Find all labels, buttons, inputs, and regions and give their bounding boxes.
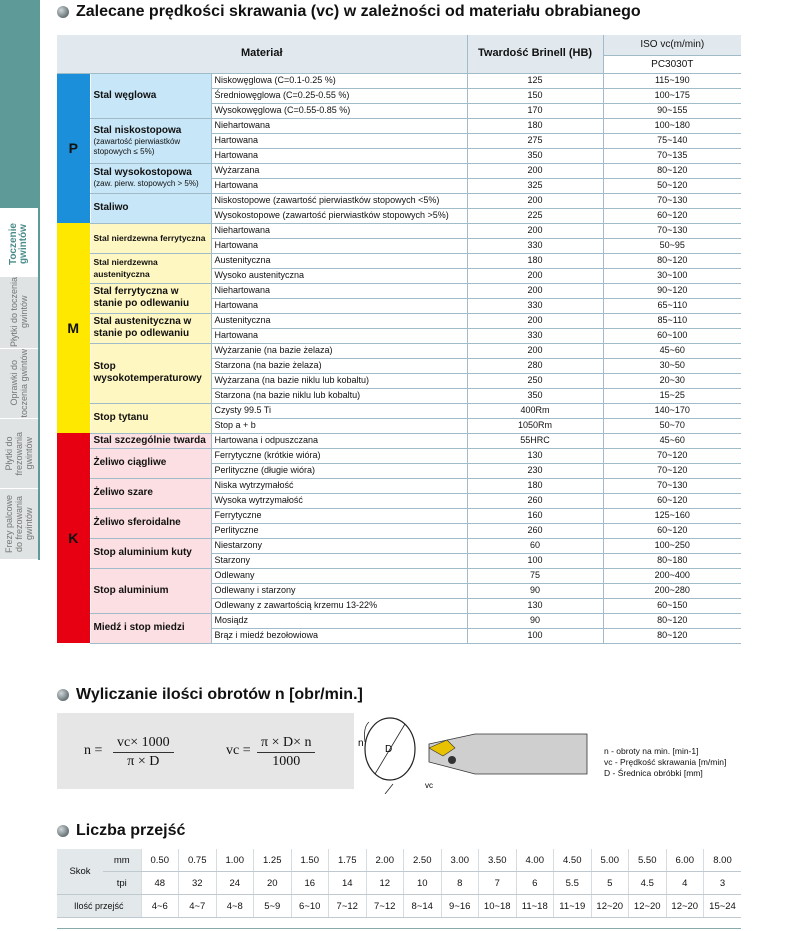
pitch-mm-cell: 5.50 (629, 849, 667, 872)
pitch-tpi-cell: 4 (666, 872, 704, 895)
material-name-cell (90, 448, 211, 478)
condition-cell: Hartowana (211, 298, 467, 313)
speed-cell: 50~120 (603, 178, 741, 193)
hardness-cell: 180 (467, 253, 603, 268)
condition-cell: Wysoko austenityczna (211, 268, 467, 283)
section-rpm-heading (57, 686, 363, 704)
pitch-mm-cell: 1.50 (291, 849, 329, 872)
condition-cell: Hartowana i odpuszczana (211, 433, 467, 448)
table-row (57, 568, 741, 583)
material-name: Stal węglowa (93, 89, 157, 101)
condition-cell: Wysokostopowe (zawartość pierwiastków stopowych >5%) (211, 208, 467, 223)
formula-n-denominator: π × D (127, 754, 160, 769)
speed-cell: 80~120 (603, 163, 741, 178)
speed-cell: 60~150 (603, 598, 741, 613)
speed-cell: 60~100 (603, 328, 741, 343)
hardness-cell: 125 (467, 73, 603, 88)
hardness-cell: 350 (467, 388, 603, 403)
passes-label: Ilość przejść (57, 895, 141, 918)
passes-cell: 12~20 (629, 895, 667, 918)
pitch-tpi-cell: 5.5 (554, 872, 592, 895)
condition-cell: Wyżarzanie (na bazie żelaza) (211, 343, 467, 358)
material-name-cell (90, 538, 211, 568)
hardness-cell: 150 (467, 88, 603, 103)
skok-label: Skok (57, 849, 103, 895)
material-name-cell (90, 283, 211, 313)
pitch-tpi-cell: 7 (479, 872, 517, 895)
material-name-cell (90, 478, 211, 508)
sidebar-tab-label: Oprawki do toczenia gwintów (9, 349, 29, 418)
hardness-cell: 200 (467, 283, 603, 298)
condition-cell: Wyżarzana (na bazie niklu lub kobaltu) (211, 373, 467, 388)
speed-cell: 15~25 (603, 388, 741, 403)
condition-cell: Niehartowana (211, 283, 467, 298)
condition-cell: Wysoka wytrzymałość (211, 493, 467, 508)
passes-cell: 4~7 (179, 895, 217, 918)
passes-cell: 5~9 (254, 895, 292, 918)
hardness-cell: 200 (467, 313, 603, 328)
sidebar-tab-label: Toczenie gwintów (8, 222, 29, 266)
pitch-mm-cell: 1.00 (216, 849, 254, 872)
speed-cell: 100~175 (603, 88, 741, 103)
material-name-cell (90, 313, 211, 343)
condition-cell: Odlewany z zawartością krzemu 13-22% (211, 598, 467, 613)
condition-cell: Mosiądz (211, 613, 467, 628)
condition-cell: Wyżarzana (211, 163, 467, 178)
condition-cell: Odlewany (211, 568, 467, 583)
bullet-icon (57, 689, 69, 701)
table-row (57, 613, 741, 628)
hardness-cell: 90 (467, 583, 603, 598)
passes-cell: 12~20 (666, 895, 704, 918)
passes-cell: 9~16 (441, 895, 479, 918)
pitch-mm-cell: 6.00 (666, 849, 704, 872)
condition-cell: Austenityczna (211, 313, 467, 328)
sidebar (0, 0, 38, 560)
screw-icon (448, 756, 456, 764)
speed-cell: 50~95 (603, 238, 741, 253)
sidebar-tab-4[interactable] (0, 418, 38, 488)
speed-cell: 45~60 (603, 343, 741, 358)
material-name: Stal wysokostopowa (93, 167, 192, 178)
tool-holder-shape (429, 734, 587, 774)
passes-cell: 11~19 (554, 895, 592, 918)
header-iso: ISO vc(m/min) (603, 35, 741, 55)
speed-cell: 30~100 (603, 268, 741, 283)
pitch-mm-cell: 0.50 (141, 849, 179, 872)
condition-cell: Starzona (na bazie niklu lub kobaltu) (211, 388, 467, 403)
hardness-cell: 280 (467, 358, 603, 373)
condition-cell: Austenityczna (211, 253, 467, 268)
hardness-cell: 130 (467, 448, 603, 463)
passes-cell: 6~10 (291, 895, 329, 918)
bullet-icon (57, 6, 69, 18)
speed-cell: 60~120 (603, 493, 741, 508)
condition-cell: Hartowana (211, 238, 467, 253)
pitch-tpi-cell: 4.5 (629, 872, 667, 895)
condition-cell: Hartowana (211, 178, 467, 193)
formula-vc-denominator: 1000 (272, 754, 301, 769)
pitch-mm-cell: 8.00 (704, 849, 742, 872)
speed-cell: 80~120 (603, 253, 741, 268)
speed-cell: 45~60 (603, 433, 741, 448)
iso-group-k: K (57, 433, 90, 643)
header-grade: PC3030T (603, 55, 741, 73)
condition-cell: Niskowęglowa (C=0.1-0.25 %) (211, 73, 467, 88)
pitch-mm-cell: 0.75 (179, 849, 217, 872)
sidebar-header-block (0, 0, 38, 208)
material-name-cell (90, 223, 211, 253)
formula-vc-fraction (257, 735, 315, 770)
condition-cell: Hartowana (211, 148, 467, 163)
passes-cell: 4~6 (141, 895, 179, 918)
header-material: Materiał (57, 35, 467, 73)
material-name-cell (90, 403, 211, 433)
condition-cell: Ferrytyczne (211, 508, 467, 523)
section-rpm-title: Wyliczanie ilości obrotów n [obr/min.] (76, 686, 363, 703)
section-passes-title: Liczba przejść (76, 822, 186, 839)
speed-cell: 80~120 (603, 628, 741, 643)
pitch-tpi-cell: 14 (329, 872, 367, 895)
legend-n: n - obroty na min. [min-1] (604, 746, 699, 756)
speed-cell: 100~250 (603, 538, 741, 553)
speed-cell: 70~130 (603, 223, 741, 238)
iso-group-m: M (57, 223, 90, 433)
pitch-mm-cell: 3.50 (479, 849, 517, 872)
table-row (57, 163, 741, 178)
pitch-tpi-cell: 24 (216, 872, 254, 895)
diagram-d-label: D (385, 744, 393, 755)
pitch-mm-cell: 2.50 (404, 849, 442, 872)
turning-diagram (355, 712, 595, 794)
pitch-tpi-cell: 48 (141, 872, 179, 895)
hardness-cell: 325 (467, 178, 603, 193)
hardness-cell: 230 (467, 463, 603, 478)
condition-cell: Perlityczne (długie wióra) (211, 463, 467, 478)
passes-cell: 4~8 (216, 895, 254, 918)
hardness-cell: 200 (467, 223, 603, 238)
pitch-tpi-cell: 12 (366, 872, 404, 895)
pitch-mm-cell: 4.50 (554, 849, 592, 872)
cutting-speed-table (57, 35, 741, 644)
hardness-cell: 200 (467, 193, 603, 208)
passes-table (57, 849, 741, 918)
pitch-mm-cell: 4.00 (516, 849, 554, 872)
speed-cell: 70~135 (603, 148, 741, 163)
table-row (57, 508, 741, 523)
passes-cell: 11~18 (516, 895, 554, 918)
condition-cell: Starzona (na bazie żelaza) (211, 358, 467, 373)
vc-arrow-icon (385, 784, 393, 794)
sidebar-tab-5[interactable] (0, 488, 38, 559)
passes-cell: 7~12 (329, 895, 367, 918)
sidebar-divider (38, 0, 40, 560)
pitch-mm-cell: 5.00 (591, 849, 629, 872)
legend-d: D - Średnica obróbki [mm] (604, 768, 703, 778)
hardness-cell: 200 (467, 268, 603, 283)
diagram-vc-label: vc (425, 781, 433, 790)
speed-cell: 90~155 (603, 103, 741, 118)
table-row (57, 343, 741, 358)
table-row (57, 223, 741, 238)
hardness-cell: 160 (467, 508, 603, 523)
formula-vc-numerator: π × D× n (257, 735, 315, 753)
hardness-cell: 225 (467, 208, 603, 223)
table-row (57, 283, 741, 298)
sidebar-tab-label: Frezy palcowe do frezowania gwintów (4, 494, 34, 554)
pitch-tpi-cell: 3 (704, 872, 742, 895)
hardness-cell: 330 (467, 298, 603, 313)
material-name-cell (90, 118, 211, 163)
hardness-cell: 330 (467, 238, 603, 253)
material-name: Stal nierdzewna ferrytyczna (93, 233, 206, 243)
table-row (57, 433, 741, 448)
hardness-cell: 100 (467, 628, 603, 643)
hardness-cell: 200 (467, 343, 603, 358)
material-name: Stop wysokotemperaturowy (93, 361, 202, 384)
material-name: Stal niskostopowa (93, 124, 182, 136)
condition-cell: Odlewany i starzony (211, 583, 467, 598)
pitch-tpi-cell: 20 (254, 872, 292, 895)
sidebar-tab-3[interactable] (0, 348, 38, 418)
pitch-tpi-cell: 32 (179, 872, 217, 895)
condition-cell: Niehartowana (211, 223, 467, 238)
legend-vc: vc - Prędkość skrawania [m/min] (604, 757, 727, 767)
table-row (57, 73, 741, 88)
material-name: Staliwo (93, 202, 129, 213)
hardness-cell: 55HRC (467, 433, 603, 448)
material-name-cell (90, 433, 211, 448)
formula-n-fraction (113, 735, 174, 770)
condition-cell: Niska wytrzymałość (211, 478, 467, 493)
speed-cell: 140~170 (603, 403, 741, 418)
material-name: Stop aluminium kuty (93, 547, 192, 558)
speed-cell: 70~120 (603, 448, 741, 463)
passes-cell: 10~18 (479, 895, 517, 918)
speed-cell: 20~30 (603, 373, 741, 388)
table-row (57, 253, 741, 268)
material-name-cell (90, 613, 211, 643)
speed-cell: 85~110 (603, 313, 741, 328)
condition-cell: Wysokowęglowa (C=0.55-0.85 %) (211, 103, 467, 118)
condition-cell: Czysty 99.5 Ti (211, 403, 467, 418)
condition-cell: Ferrytyczne (krótkie wióra) (211, 448, 467, 463)
table-row (57, 538, 741, 553)
footer-line (57, 928, 741, 929)
sidebar-tab-2[interactable] (0, 276, 38, 348)
hardness-cell: 90 (467, 613, 603, 628)
material-name: Stal nierdzewna austenityczna (93, 257, 158, 279)
passes-cell: 15~24 (704, 895, 742, 918)
material-note: (zaw. pierw. stopowych > 5%) (93, 179, 199, 188)
speed-cell: 90~120 (603, 283, 741, 298)
table-row (57, 478, 741, 493)
material-name-cell (90, 193, 211, 223)
material-name: Stal austenityczna w stanie po odlewaniu (93, 316, 192, 339)
section-cutting-speed-heading (57, 3, 641, 21)
header-hardness: Twardość Brinell (HB) (467, 35, 603, 73)
tpi-label: tpi (103, 872, 141, 895)
sidebar-tab-1[interactable] (0, 211, 38, 276)
speed-cell: 70~130 (603, 478, 741, 493)
sidebar-tab-label: Płytki do frezowania gwintów (4, 431, 34, 476)
hardness-cell: 180 (467, 478, 603, 493)
material-name-cell (90, 343, 211, 403)
material-name: Żeliwo szare (93, 487, 153, 498)
pitch-tpi-cell: 6 (516, 872, 554, 895)
hardness-cell: 180 (467, 118, 603, 133)
sidebar-tab-label: Płytki do toczenia gwintów (9, 277, 29, 348)
table-row (57, 448, 741, 463)
passes-cell: 12~20 (591, 895, 629, 918)
pitch-tpi-cell: 8 (441, 872, 479, 895)
material-name-cell (90, 73, 211, 118)
hardness-cell: 1050Rm (467, 418, 603, 433)
condition-cell: Średniowęglowa (C=0.25-0.55 %) (211, 88, 467, 103)
speed-cell: 50~70 (603, 418, 741, 433)
pitch-mm-cell: 3.00 (441, 849, 479, 872)
speed-cell: 70~120 (603, 463, 741, 478)
material-name: Miedź i stop miedzi (93, 622, 185, 633)
pitch-tpi-cell: 5 (591, 872, 629, 895)
table-row (57, 193, 741, 208)
hardness-cell: 100 (467, 553, 603, 568)
diagram-n-label: n (358, 738, 364, 749)
material-name-cell (90, 568, 211, 613)
material-name: Żeliwo sferoidalne (93, 517, 181, 528)
condition-cell: Niehartowana (211, 118, 467, 133)
formula-n-lhs: n = (84, 743, 103, 758)
formula-legend (604, 746, 726, 779)
speed-cell: 60~120 (603, 208, 741, 223)
speed-cell: 80~120 (603, 613, 741, 628)
material-name: Stal ferrytyczna w stanie po odlewaniu (93, 286, 190, 309)
formula-n-numerator: vc× 1000 (113, 735, 174, 753)
material-name: Stal szczególnie twarda (93, 434, 206, 446)
hardness-cell: 260 (467, 523, 603, 538)
condition-cell: Stop a + b (211, 418, 467, 433)
condition-cell: Niskostopowe (zawartość pierwiastków stopowych <5%) (211, 193, 467, 208)
section-cutting-speed-title: Zalecane prędkości skrawania (vc) w zależności od materiału obrabianego (76, 3, 641, 20)
material-name: Żeliwo ciągliwe (93, 457, 167, 468)
speed-cell: 100~180 (603, 118, 741, 133)
speed-cell: 200~280 (603, 583, 741, 598)
hardness-cell: 275 (467, 133, 603, 148)
mm-label: mm (103, 849, 141, 872)
condition-cell: Hartowana (211, 133, 467, 148)
passes-cell: 7~12 (366, 895, 404, 918)
speed-cell: 115~190 (603, 73, 741, 88)
hardness-cell: 200 (467, 163, 603, 178)
formula-box (57, 713, 354, 789)
table-row (57, 313, 741, 328)
hardness-cell: 330 (467, 328, 603, 343)
bullet-icon (57, 825, 69, 837)
speed-cell: 60~120 (603, 523, 741, 538)
hardness-cell: 350 (467, 148, 603, 163)
condition-cell: Perlityczne (211, 523, 467, 538)
material-note: (zawartość pierwiastków stopowych ≤ 5%) (93, 136, 181, 156)
hardness-cell: 60 (467, 538, 603, 553)
speed-cell: 200~400 (603, 568, 741, 583)
hardness-cell: 250 (467, 373, 603, 388)
passes-cell: 8~14 (404, 895, 442, 918)
hardness-cell: 170 (467, 103, 603, 118)
pitch-tpi-cell: 16 (291, 872, 329, 895)
hardness-cell: 75 (467, 568, 603, 583)
pitch-tpi-cell: 10 (404, 872, 442, 895)
pitch-mm-cell: 2.00 (366, 849, 404, 872)
formula-vc-lhs: vc = (226, 743, 251, 758)
material-name-cell (90, 508, 211, 538)
hardness-cell: 400Rm (467, 403, 603, 418)
iso-group-p: P (57, 73, 90, 223)
speed-cell: 30~50 (603, 358, 741, 373)
table-row (57, 118, 741, 133)
material-name-cell (90, 163, 211, 193)
condition-cell: Hartowana (211, 328, 467, 343)
condition-cell: Brąz i miedź bezołowiowa (211, 628, 467, 643)
pitch-mm-cell: 1.25 (254, 849, 292, 872)
speed-cell: 125~160 (603, 508, 741, 523)
material-name: Stop tytanu (93, 412, 149, 423)
speed-cell: 65~110 (603, 298, 741, 313)
pitch-mm-cell: 1.75 (329, 849, 367, 872)
material-name-cell (90, 253, 211, 283)
section-passes-heading (57, 822, 185, 840)
table-row (57, 403, 741, 418)
speed-cell: 75~140 (603, 133, 741, 148)
hardness-cell: 130 (467, 598, 603, 613)
material-name: Stop aluminium (93, 584, 169, 596)
speed-cell: 70~130 (603, 193, 741, 208)
condition-cell: Niestarzony (211, 538, 467, 553)
speed-cell: 80~180 (603, 553, 741, 568)
condition-cell: Starzony (211, 553, 467, 568)
hardness-cell: 260 (467, 493, 603, 508)
